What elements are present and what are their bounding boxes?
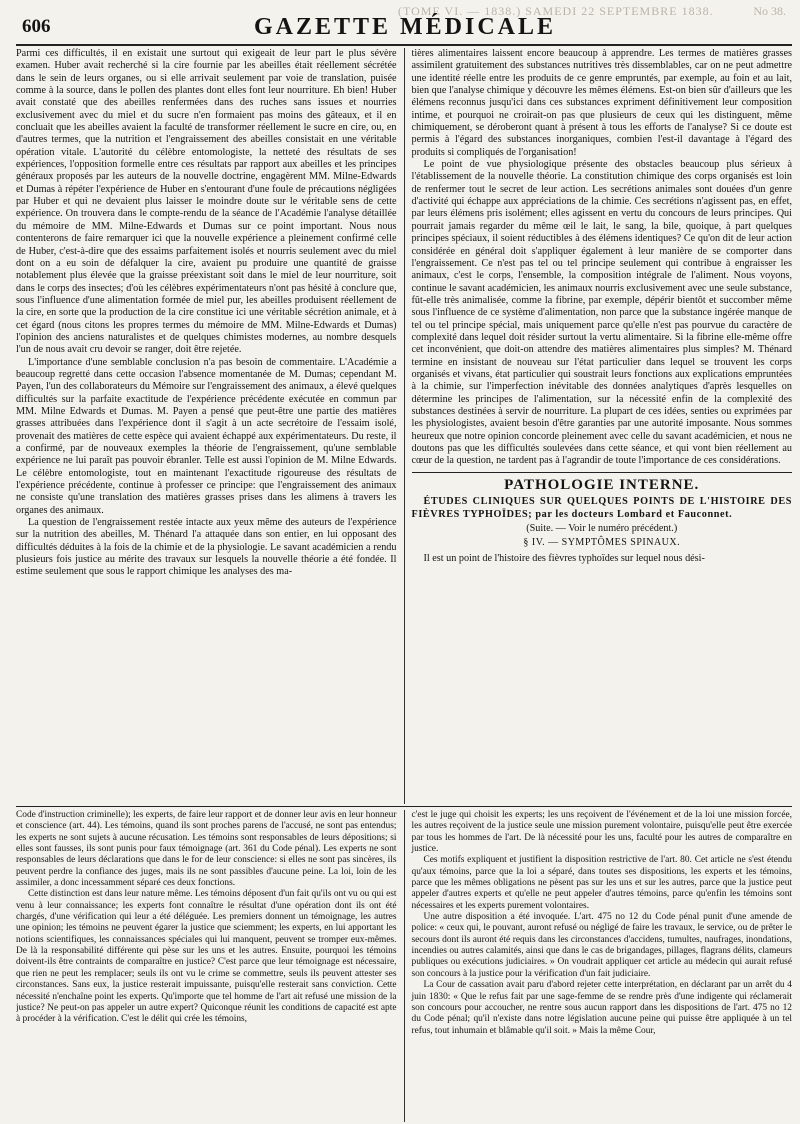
section-heading: PATHOLOGIE INTERNE. [504, 476, 700, 493]
show-through-text-right: No 38. [753, 4, 786, 18]
left-column [16, 48, 404, 804]
right-column [404, 48, 793, 804]
bottom-right-paragraph-1: c'est le juge qui choisit les experts; les uns reçoivent de l'événement et de la loi une mission forcée, les autres reçoivent de la justice seule une mission purement volontaire, puisqu'elle peut être exercée par tous les hommes de l'art. De là nécessité pour les uns, faculté pour les autres de comparaître en justice. [411, 810, 792, 855]
bottom-left-paragraph-2: Cette distinction est dans leur nature même. Les témoins déposent d'un fait qu'ils ont vu ou qui est venu à leur connaissance; les experts font connaître le résultat d'une opération dont ils ont été chargés, d'une vérification qui leur a été déléguée. Les premiers donnent un témoignage, les autres une opinion; les témoins ne peuvent égarer la justice que sciemment; les experts, en lui apportant les notions scientifiques, les connaissances spéciales qui lui manquent, peuvent se tromper eux-mêmes. De là la responsabilité différente qui pèse sur les uns et les autres. Ensuite, pourquoi les témoins doivent-ils être contraints de comparaître en justice? C'est parce que leur témoignage est nécessaire, que rien ne peut les remplacer; seuls ils ont vu le crime se commettre, seuls ils peuvent attester ses circonstances. Sans eux, la justice resterait impuissante, puisqu'elle resterait sans conviction. Cette nécessité n'enchaîne point les experts. Qu'importe que tel homme de l'art ait refusé une mission de la justice? Ne peut-on pas appeler un autre expert? Quiconque réunit les conditions de capacité est apte à procéder à la vérification. C'est le délit qui crée les témoins, [16, 889, 397, 1025]
right-paragraph-1: tières alimentaires laissent encore beaucoup à apprendre. Les termes de matières grasses assimilent gratuitement des substances nutritives très dissemblables, car on ne peut admettre une identité réelle entre les produits de ce genre empruntés, par exemple, au foin et au lait, bien que l'analyse chimique y découvre les mêmes élémens. Est-on bien sûr d'ailleurs que les élémens reconnus jusqu'ici dans ces substances expriment définitivement leur composition intime, et pourquoi ne croirait-on pas que plusieurs de ceux qui les distinguent, même chimiquement, se déroberont quant à présent à tous les efforts de l'analyse? Si ce doute est permis à l'égard des substances inorganiques, combien l'est-il davantage à l'égard des produits si compliqués de l'organisation! [411, 48, 792, 158]
bottom-left-column [16, 810, 404, 1122]
feuilleton-rule [16, 806, 792, 807]
continuation-note: (Suite. — Voir le numéro précédent.) [526, 523, 678, 535]
bottom-right-paragraph-3: Une autre disposition a été invoquée. L'art. 475 no 12 du Code pénal punit d'une amende de police: « ceux qui, le pouvant, auront refusé ou négligé de faire les travaux, le service, ou de prêter le secours dont ils auront été requis dans les circonstances d'accidens, tumultes, naufrages, inondations, incendies ou autres calamités, ainsi que dans le cas de brigandages, pillages, flagrans délits, clameurs publiques ou exécutions judiciaires. » On voudrait appliquer cet article au médecin qui aurait refusé son concours à la justice pour la vérification d'un fait judiciaire. [411, 912, 792, 979]
article-title: ÉTUDES CLINIQUES SUR QUELQUES POINTS DE L'HISTOIRE DES FIÈVRES TYPHOÏDES; par les docteurs Lombard et Fauconnet. [411, 496, 792, 521]
bottom-right-paragraph-4: La Cour de cassation avait paru d'abord rejeter cette interprétation, en déclarant par un arrêt du 4 juin 1830: « Que le refus fait par une sage-femme de se rendre près d'une indigente qui réclamerait son concours pour accoucher, ne rentre sous aucun rapport dans les dispositions de l'art. 475 no 12 du Code pénal; qu'il n'existe dans notre législation aucune peine qui puisse être appliquée à un tel refus, tout inhumain et blâmable qu'il soit. » Mais la même Cour, [411, 980, 792, 1036]
show-through-text: (TOME VI. — 1838.) SAMEDI 22 SEPTEMBRE 1838. [398, 4, 714, 18]
left-paragraph-3: La question de l'engraissement restée intacte aux yeux même des auteurs de l'expérience sur la nutrition des abeilles, M. Thénard l'a attaquée dans son entier, en lui opposant des difficultés déduites à la fois de la chimie et de la physiologie. Le savant académicien a rendu plusieurs fois justice au mérite des travaux sur lesquels la nouvelle théorie a été fondée. Il estime seulement que sous le rapport chimique les analyses des ma- [16, 517, 397, 578]
right-paragraph-2: Le point de vue physiologique présente des obstacles beaucoup plus sérieux à l'établissement de la nouvelle théorie. La constitution chimique des corps organisés est loin de renfermer tout le secret de leur action. Les secrétions animales sont douées d'un genre d'activité qui échappe aux appréciations de la chimie. Ces secrétions n'agissent pas, en effet, par leurs élémens pris isolément; elles agissent en vertu du concours de leurs principes. Qui pourrait jamais regarder du même œil le lait, le sang, la bile, quoique, à part quelques principes spéciaux, il soient réductibles à des élémens identiques? Ce qu'on dit de leur action considérée en général doit s'appliquer également à leur manière de se comporter dans l'engraissement. Ce n'est pas tel ou tel principe seulement qui contribue à engraisser les animaux, c'est le corps, l'ensemble, la composition intégrale de l'aliment. Nous voyons, continue le savant académicien, les animaux nourris exclusivement avec une seule substance, fût-elle très animalisée, comme la fibrine, par exemple, dépérir bientôt et succomber même sous l'influence de ce système d'alimentation, non parce que la substance ingérée manque de tel ou tel principe spécial, mais uniquement parce qu'elle n'est pas pourvue du caractère de complexité dans lequel doit résider surtout la vertu alimentaire. Si la fibrine elle-même offre cet inconvénient, que doit-on attendre des matières alimentaires plus simples? M. Thénard termine en insistant de nouveau sur l'état particulier dans lequel se trouvent les corps organisés et vivans, état particulier qui soustrait leurs fonctions aux explications empruntées à la chimie, sur l'imperfection inévitable des données analytiques d'après lesquelles on détermine les principes de l'alimentation, sur la nécessité enfin de la complexité des substances destinées à servir de nourriture. La plupart de ces idées, senties ou exprimées par les physiologistes, avaient besoin d'être garanties par une autorité imposante. Nous sommes heureux que notre opinion concorde pleinement avec celle du savant académicien, et nous ne doutons pas que les difficultés soulevées dans cette séance, et qui vont bien réellement au cœur de la question, ne tardent pas à l'agrandir de toute l'importance de ces considérations. [411, 159, 792, 467]
bottom-right-column [404, 810, 793, 1122]
lower-columns [16, 810, 792, 1122]
page-header [18, 0, 792, 44]
bottom-right-paragraph-2: Ces motifs expliquent et justifient la disposition restrictive de l'art. 80. Cet article ne s'est étendu qu'aux témoins, parce que la loi a séparé, dans toutes ses dispositions, les experts et les témoins, parce que les mêmes obligations ne pèsent pas sur les uns et sur les autres, parce que la justice peut appeler d'autres experts et qu'elle ne peut appeler d'autres témoins, parce qu'enfin les témoins sont nécessaires et les experts purement volontaires. [411, 855, 792, 911]
upper-columns [16, 48, 792, 804]
bottom-left-paragraph-1: Code d'instruction criminelle); les experts, de faire leur rapport et de donner leur avis en leur honneur et conscience (art. 44). Les témoins, quand ils sont proches parens de l'accusé, ne sont pas entendus; les experts ne sont sujets à aucune récusation. Les témoins sont responsables de leurs dépositions; si elles sont fausses, ils sont punis pour faux témoignage (art. 361 du Code pénal). Les experts ne sont responsables de leurs déclarations que dans le for de leur conscience: si elles ne sont pas sincères, ils peuvent perdre la confiance des juges, mais ils ne sont passibles d'aucune peine. La loi, loin de les assimiler, a donc incessamment séparé ces deux fonctions. [16, 810, 397, 889]
article-opening: Il est un point de l'histoire des fièvres typhoïdes sur lequel nous dési- [423, 552, 705, 564]
masthead-title: GAZETTE MÉDICALE [253, 14, 557, 40]
article-subheading: § IV. — SYMPTÔMES SPINAUX. [523, 537, 681, 549]
left-paragraph-2: L'importance d'une semblable conclusion n'a pas besoin de commentaire. L'Académie a beaucoup regretté dans cette occasion l'absence momentanée de M. Dumas; cependant M. Payen, l'un des collaborateurs du Mémoire sur l'engraissement des animaux, a élevé quelques difficultés sur la parfaite exactitude de l'expérience précédente exécutée en commun par MM. Milne Edwards et Dumas. M. Payen a pensé que peut-être une partie des matières grasses attribuées dans l'expérience dont il s'agit à un acte secrétoire de l'essaim isolé, provenait des matières de cette espèce qui avaient échappé aux expérimentateurs. Du reste, il a confirmé, par de nouveaux exemples la théorie de l'engraissement, qu'une semblable expérience ne lui paraît pas pouvoir ébranler. Telle est aussi l'opinion de M. Milne Edwards. Le célèbre entomologiste, tout en maintenant l'exactitude rigoureuse des résultats de l'expérience précédente, continue à professer ce principe: que l'engraissement des animaux ne consiste qu'une translation des matières grasses prises dans les alimens à travers les organes des animaux. [16, 356, 397, 516]
left-paragraph-1: Parmi ces difficultés, il en existait une surtout qui exigeait de leur part le plus sévère examen. Huber avait recherché si la cire fournie par les abeilles était réellement sécrétée dans le sein de leurs organes, ou si elle arrivait seulement par voie de translation, puisée comme à la source, dans le pollen des plantes dont elles font leur nourriture. Eh bien! Huber avait constaté que des abeilles renfermées dans des ruches sans issues et nourries exclusivement avec du miel et du sucre n'en formaient pas moins des gâteaux, et il en concluait que les abeilles avaient la faculté de transformer réellement le sucre en cire, ou, en d'autres termes, que la nutrition et l'engraissement des abeilles consistait en une véritable opération vitale. L'autorité du célèbre entomologiste, la netteté des résultats de ses expériences, l'opposition formelle entre ces résultats par rapport aux abeilles et les principes généraux proposés par les auteurs de la nouvelle doctrine, engagèrent MM. Milne-Edwards et Dumas à répéter l'expérience de Huber en s'entourant d'une foule de précautions négligées par Huber et qui ne devaient plus laisser le moindre doute sur le véritable sens de cette expérience. On trouvera dans le compte-rendu de la séance de l'Académie l'analyse détaillée du mémoire de MM. Milne-Edwards et Dumas sur ce point important. Nous nous contenterons de faire remarquer ici que la nouvelle expérience a pleinement confirmé celle de Huber, c'est-à-dire que des essaims parfaitement isolés et nourris seulement avec du miel dont on a eu soin de défalquer la cire, avaient pu produire une quantité de graisse notablement plus élevée que la graisse préexistant soit dans le miel de leur nourriture, soit dans le corps des insectes; d'où les célèbres expérimentateurs n'ont pas hésité à conclure que, sous l'influence d'une alimentation formée de miel pur, les abeilles produisent réellement de la cire, en sorte que la production de la cire constitue ici une véritable sécrétion animale, et à cet égard (nous citons les propres termes du mémoire de MM. Milne-Edwards et Dumas) l'opinion des anciens naturalistes et de quelques chimistes modernes, au nombre desquels l'un de nous avait cru devoir se ranger, doit être rejetée. [16, 48, 397, 356]
page-number: 606 [22, 16, 51, 37]
section-divider [412, 472, 793, 473]
header-rule [16, 44, 792, 46]
